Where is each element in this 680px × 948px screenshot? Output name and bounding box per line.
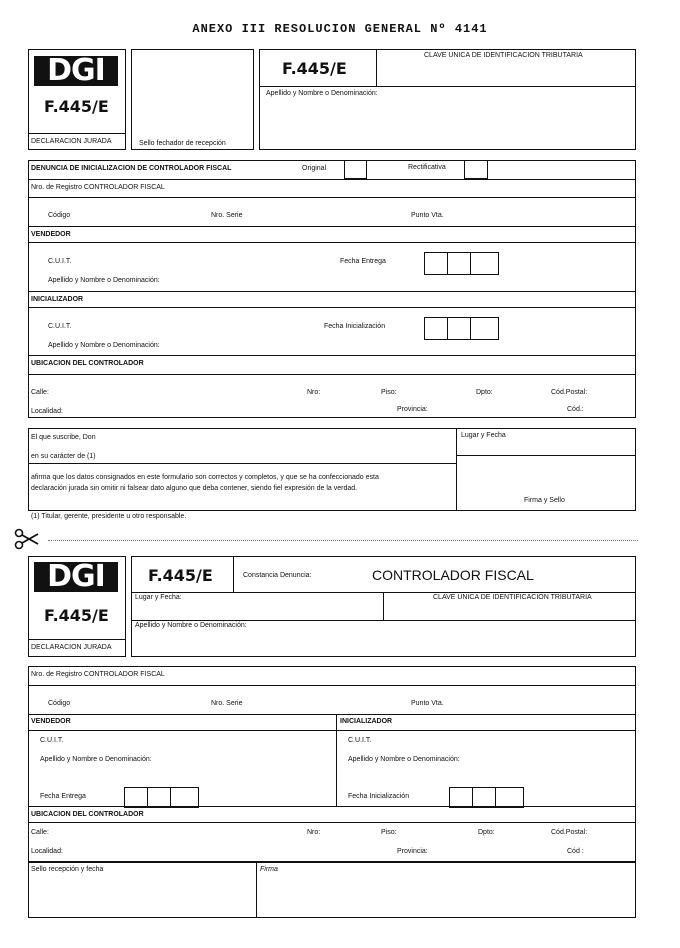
- rectificativa-checkbox[interactable]: [464, 160, 488, 179]
- form-code-header: F.445/E: [282, 59, 347, 78]
- sello-recepcion-label: Sello recepción y fecha: [31, 866, 104, 873]
- localidad-bottom: Localidad:: [31, 848, 63, 855]
- dgi-logo-bottom: DGI: [34, 562, 118, 592]
- firma-sello-label: Firma y Sello: [524, 497, 565, 504]
- localidad-label: Localidad:: [31, 408, 63, 415]
- inicializador-bottom: INICIALIZADOR: [340, 718, 393, 725]
- sello-firma-box: [28, 862, 636, 918]
- fecha-entrega-label: Fecha Entrega: [340, 258, 386, 265]
- inicializador-apellido-bottom: Apellido y Nombre o Denominación:: [348, 756, 460, 763]
- dpto-label: Dpto:: [476, 389, 493, 396]
- fecha-inicializacion-label: Fecha Inicialización: [324, 323, 386, 330]
- provincia-bottom: Provincia:: [397, 848, 428, 855]
- vendedor-bottom: VENDEDOR: [31, 718, 71, 725]
- original-checkbox[interactable]: [344, 160, 367, 179]
- caracter-label: en su carácter de (1): [31, 453, 96, 460]
- provincia-label: Provincia:: [397, 406, 428, 413]
- cut-line: [48, 540, 638, 541]
- ubicacion-title: UBICACION DEL CONTROLADOR: [31, 360, 144, 367]
- lugar-fecha-bottom: Lugar y Fecha:: [135, 594, 182, 601]
- piso-label: Piso:: [381, 389, 397, 396]
- original-label: Original: [302, 165, 327, 172]
- inicializador-cuit-label: C.U.I.T.: [48, 323, 72, 330]
- punto-vta-label: Punto Vta.: [411, 212, 444, 219]
- nro-serie-label: Nro. Serie: [211, 212, 243, 219]
- fecha-inicializacion-cells-bottom[interactable]: [449, 787, 524, 808]
- apellido-field[interactable]: [395, 90, 630, 99]
- calle-bottom: Calle:: [31, 829, 49, 836]
- main-table: [28, 160, 636, 418]
- afirma-line-2: declaración jurada sin omitir ni falsear dato alguno que deba contener, siendo fiel expresión de la verdad.: [31, 485, 358, 492]
- fecha-inicializacion-cells[interactable]: [424, 317, 499, 340]
- punto-vta-bottom: Punto Vta.: [411, 700, 444, 707]
- fecha-entrega-cells-bottom[interactable]: [124, 787, 199, 808]
- fecha-inicializacion-bottom: Fecha Inicialización: [348, 793, 410, 800]
- dgi-logo: DGI: [34, 56, 118, 86]
- fecha-entrega-cells[interactable]: [424, 252, 499, 275]
- vendedor-apellido-bottom: Apellido y Nombre o Denominación:: [40, 756, 152, 763]
- inicializador-cuit-bottom: C.U.I.T.: [348, 737, 372, 744]
- form-code-header-bottom: F.445/E: [148, 566, 213, 585]
- inicializador-apellido-label: Apellido y Nombre o Denominación:: [48, 342, 160, 349]
- dpto-bottom: Dpto:: [478, 829, 495, 836]
- cod-bottom: Cód :: [567, 848, 584, 855]
- declaracion-jurada-label: DECLARACION JURADA: [31, 138, 112, 145]
- bottom-main-table: [28, 666, 636, 862]
- apellido-label: Apellido y Nombre o Denominación:: [266, 90, 378, 97]
- codigo-label: Código: [48, 212, 71, 219]
- cuit-field[interactable]: [380, 66, 630, 75]
- constancia-label: Constancia Denuncia:: [243, 572, 312, 579]
- clave-label: CLAVE UNICA DE IDENTIFICACION TRIBUTARIA: [424, 52, 583, 59]
- cod-label: Cód.:: [567, 406, 584, 413]
- firma-label: Firma: [260, 866, 278, 873]
- cod-postal-bottom: Cód.Postal:: [551, 829, 588, 836]
- calle-label: Calle:: [31, 389, 49, 396]
- afirma-line-1: afirma que los datos consignados en este formulario son correctos y completos, y que se ha confeccionado esta: [31, 474, 379, 481]
- document-title: ANEXO III RESOLUCION GENERAL Nº 4141: [192, 22, 488, 36]
- nro-registro-bottom: Nro. de Registro CONTROLADOR FISCAL: [31, 671, 165, 678]
- inicializador-title: INICIALIZADOR: [31, 296, 84, 303]
- lugar-fecha-label: Lugar y Fecha: [461, 432, 506, 439]
- nro-registro-label: Nro. de Registro CONTROLADOR FISCAL: [31, 184, 165, 191]
- vendedor-title: VENDEDOR: [31, 231, 71, 238]
- codigo-bottom: Código: [48, 700, 71, 707]
- cod-postal-label: Cód.Postal:: [551, 389, 588, 396]
- vendedor-cuit-label: C.U.I.T.: [48, 258, 72, 265]
- clave-bottom: CLAVE UNICA DE IDENTIFICACION TRIBUTARIA: [433, 594, 592, 601]
- nro-bottom: Nro:: [307, 829, 321, 836]
- sello-label: Sello fechador de recepción: [139, 140, 226, 147]
- suscribe-label: El que suscribe, Don: [31, 434, 96, 441]
- vendedor-apellido-label: Apellido y Nombre o Denominación:: [48, 277, 160, 284]
- sello-box: [131, 49, 254, 150]
- form-code: F.445/E: [44, 97, 109, 116]
- ubicacion-bottom: UBICACION DEL CONTROLADOR: [31, 811, 144, 818]
- declaracion-jurada-bottom: DECLARACION JURADA: [31, 644, 112, 651]
- nro-label: Nro:: [307, 389, 321, 396]
- fecha-entrega-bottom: Fecha Entrega: [40, 793, 86, 800]
- footnote: (1) Titular, gerente, presidente u otro responsable.: [31, 513, 187, 520]
- scissors-icon: [14, 528, 40, 550]
- rectificativa-label: Rectificativa: [408, 164, 446, 171]
- vendedor-cuit-bottom: C.U.I.T.: [40, 737, 64, 744]
- controlador-fiscal-heading: CONTROLADOR FISCAL: [372, 567, 534, 583]
- form-code-bottom: F.445/E: [44, 606, 109, 625]
- apellido-bottom: Apellido y Nombre o Denominación:: [135, 622, 247, 629]
- nro-serie-bottom: Nro. Serie: [211, 700, 243, 707]
- denuncia-title: DENUNCIA DE INICIALIZACION DE CONTROLADOR FISCAL: [31, 165, 232, 172]
- piso-bottom: Piso:: [381, 829, 397, 836]
